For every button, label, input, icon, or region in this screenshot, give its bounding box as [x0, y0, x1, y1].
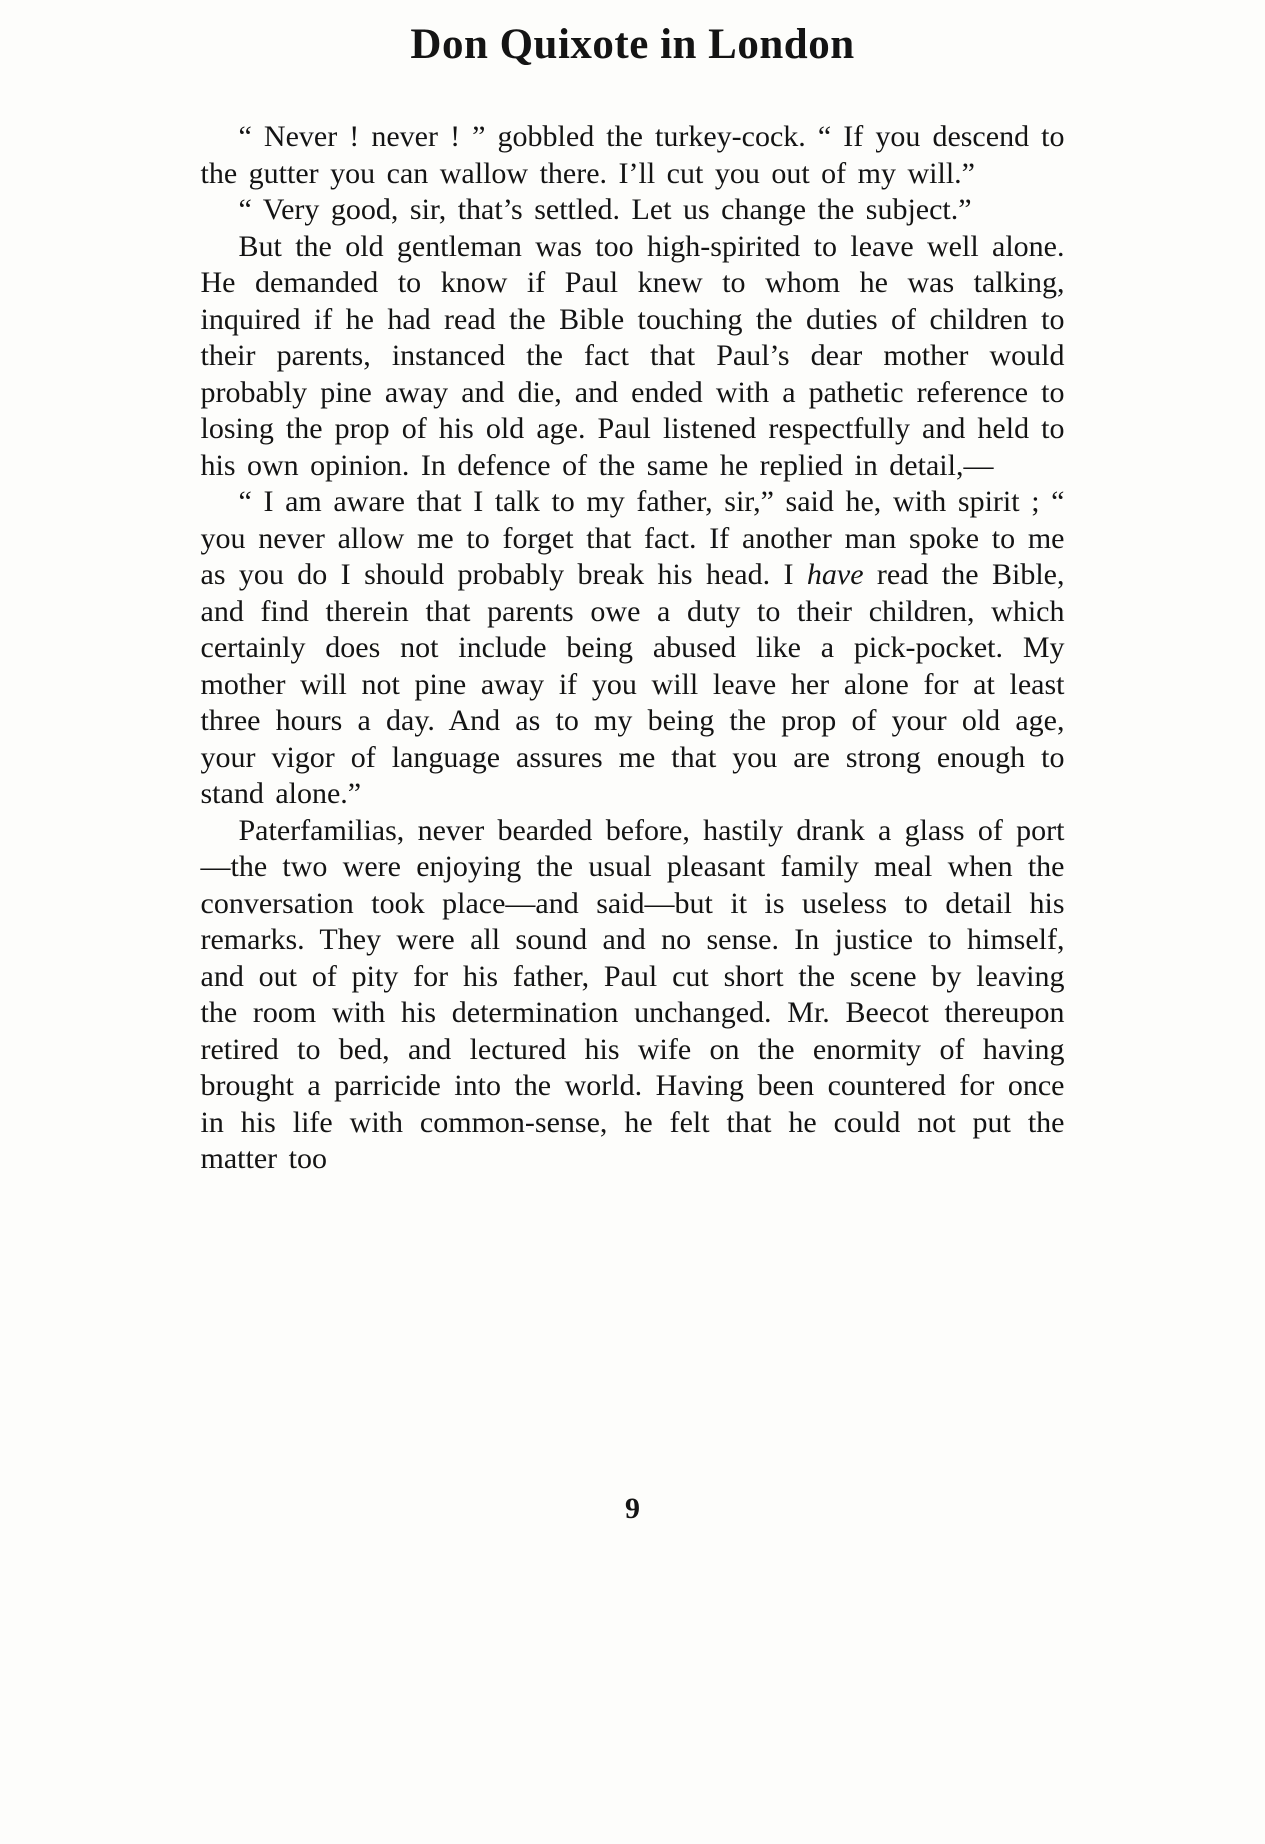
paragraph: Paterfamilias, never bearded before, hastily drank a glass of port—the two were enjoying the usual pleasant family meal when the conversation took place—and said—but it is useless to detail his remarks. They were all sound and no sense. In justice to himself, and out of pity for his father, Paul cut short the scene by leaving the room with his determination unchanged. Mr. Beecot thereupon retired to bed, and lectured his wife on the enormity of having brought a parricide into the world. Having been countered for once in his life with common-sense, he felt that he could not put the matter too — [200, 813, 1065, 1175]
paragraph — [201, 484, 1065, 813]
page-body — [201, 119, 1065, 1178]
paragraph: But the old gentleman was too high-spirited to leave well alone. He demanded to know if Paul knew to whom he was talking, inquired if he had read the Bible touching the duties of children to their parents, instanced the fact that Paul’s dear mother would probably pine away and die, and ended with a pathetic reference to losing the prop of his old age. Paul listened respectfully and held to his own opinion. In defence of the same he replied in detail,— — [200, 229, 1065, 482]
paragraph: “ Very good, sir, that’s settled. Let us change the subject.” — [238, 193, 972, 226]
italic-word: have — [806, 558, 864, 591]
paragraph-text: read the Bible, and find therein that parents owe a duty to their children, which certainly does not include being abused like a pick-pocket. My mother will not pine away if you will leave her alone for at least three hours a day. And as to my being the prop of your old age, your vigor of language assures me that you are strong enough to stand alone.” — [200, 558, 1065, 810]
page-title: Don Quixote in London — [410, 21, 855, 68]
page-number: 9 — [625, 1492, 640, 1525]
paragraph: “ Never ! never ! ” gobbled the turkey-cock. “ If you descend to the gutter you can wallow there. I’ll cut you out of my will.” — [200, 120, 1065, 190]
paragraph-text: “ I am aware that I talk to my father, sir,” said he, with spirit ; “ you never allow me to forget that fact. If another man spoke to me as you do I should probably break his head. I — [200, 485, 1065, 591]
